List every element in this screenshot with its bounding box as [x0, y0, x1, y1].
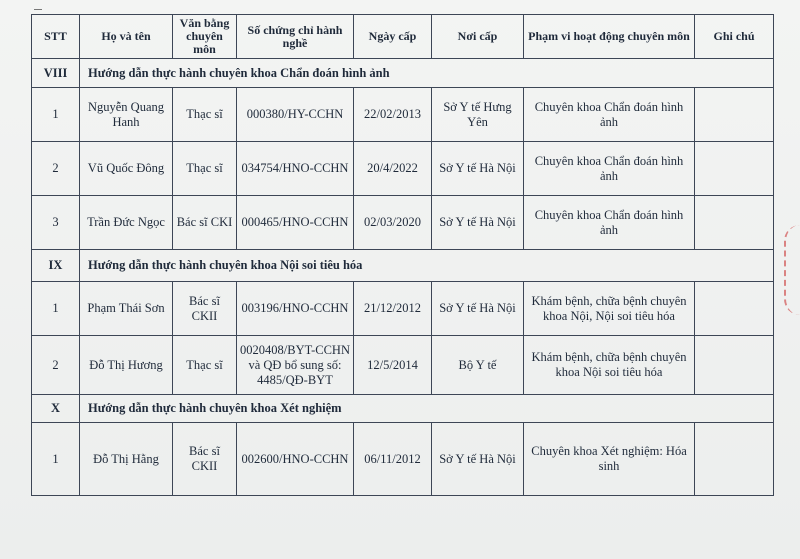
header-date: Ngày cấp [354, 15, 432, 59]
cell-name: Vũ Quốc Đông [80, 142, 173, 196]
cell-issuer: Sở Y tế Hà Nội [432, 423, 524, 496]
cell-name: Phạm Thái Sơn [80, 282, 173, 336]
cell-stt: 1 [32, 282, 80, 336]
header-stt: STT [32, 15, 80, 59]
table-row [32, 336, 774, 395]
red-stamp-edge [784, 225, 800, 315]
staff-table [31, 14, 774, 496]
section-row [32, 250, 774, 282]
cell-date: 22/02/2013 [354, 88, 432, 142]
cell-issuer: Sở Y tế Hà Nội [432, 282, 524, 336]
cell-date: 12/5/2014 [354, 336, 432, 395]
header-scope: Phạm vi hoạt động chuyên môn [524, 15, 695, 59]
cell-name: Đỗ Thị Hằng [80, 423, 173, 496]
header-cert: Số chứng chỉ hành nghề [237, 15, 354, 59]
cell-cert: 0020408/BYT-CCHN và QĐ bổ sung số: 4485/QĐ-BYT [237, 336, 354, 395]
cell-note [695, 282, 774, 336]
cell-issuer: Sở Y tế Hà Nội [432, 142, 524, 196]
cell-degree: Thạc sĩ [173, 142, 237, 196]
cell-cert: 000465/HNO-CCHN [237, 196, 354, 250]
cell-scope: Khám bệnh, chữa bệnh chuyên khoa Nội soi tiêu hóa [524, 336, 695, 395]
cell-stt: 2 [32, 336, 80, 395]
cell-stt: 1 [32, 423, 80, 496]
header-name: Họ và tên [80, 15, 173, 59]
section-code: VIII [32, 59, 80, 88]
cell-scope: Chuyên khoa Chẩn đoán hình ảnh [524, 142, 695, 196]
cell-stt: 3 [32, 196, 80, 250]
cell-degree: Bác sĩ CKII [173, 282, 237, 336]
cell-issuer: Sở Y tế Hà Nội [432, 196, 524, 250]
section-row [32, 395, 774, 423]
cell-scope: Chuyên khoa Chẩn đoán hình ảnh [524, 88, 695, 142]
section-title: Hướng dẫn thực hành chuyên khoa Xét nghiệm [80, 395, 774, 423]
cell-cert: 034754/HNO-CCHN [237, 142, 354, 196]
header-degree: Văn bằng chuyên môn [173, 15, 237, 59]
section-code: X [32, 395, 80, 423]
table-row [32, 142, 774, 196]
cell-note [695, 196, 774, 250]
cell-name: Nguyễn Quang Hanh [80, 88, 173, 142]
header-note: Ghi chú [695, 15, 774, 59]
cell-name: Trần Đức Ngọc [80, 196, 173, 250]
cell-degree: Thạc sĩ [173, 336, 237, 395]
cell-stt: 1 [32, 88, 80, 142]
cell-date: 21/12/2012 [354, 282, 432, 336]
cell-degree: Thạc sĩ [173, 88, 237, 142]
header-issuer: Nơi cấp [432, 15, 524, 59]
cell-note [695, 336, 774, 395]
cell-note [695, 142, 774, 196]
table-row [32, 423, 774, 496]
table-row [32, 282, 774, 336]
table-row [32, 196, 774, 250]
cell-date: 02/03/2020 [354, 196, 432, 250]
table-row [32, 88, 774, 142]
section-row [32, 59, 774, 88]
cell-cert: 000380/HY-CCHN [237, 88, 354, 142]
section-title: Hướng dẫn thực hành chuyên khoa Nội soi tiêu hóa [80, 250, 774, 282]
cell-scope: Chuyên khoa Xét nghiệm: Hóa sinh [524, 423, 695, 496]
cell-stt: 2 [32, 142, 80, 196]
cell-issuer: Bộ Y tế [432, 336, 524, 395]
cell-note [695, 423, 774, 496]
cell-degree: Bác sĩ CKII [173, 423, 237, 496]
cell-degree: Bác sĩ CKI [173, 196, 237, 250]
cell-date: 06/11/2012 [354, 423, 432, 496]
cell-issuer: Sở Y tế Hưng Yên [432, 88, 524, 142]
cell-scope: Khám bệnh, chữa bệnh chuyên khoa Nội, Nội soi tiêu hóa [524, 282, 695, 336]
section-title: Hướng dẫn thực hành chuyên khoa Chẩn đoán hình ảnh [80, 59, 774, 88]
section-code: IX [32, 250, 80, 282]
cell-cert: 002600/HNO-CCHN [237, 423, 354, 496]
cell-date: 20/4/2022 [354, 142, 432, 196]
header-row [32, 15, 774, 59]
cell-scope: Chuyên khoa Chẩn đoán hình ảnh [524, 196, 695, 250]
cell-cert: 003196/HNO-CCHN [237, 282, 354, 336]
corner-mark [34, 9, 42, 13]
cell-name: Đỗ Thị Hương [80, 336, 173, 395]
cell-note [695, 88, 774, 142]
